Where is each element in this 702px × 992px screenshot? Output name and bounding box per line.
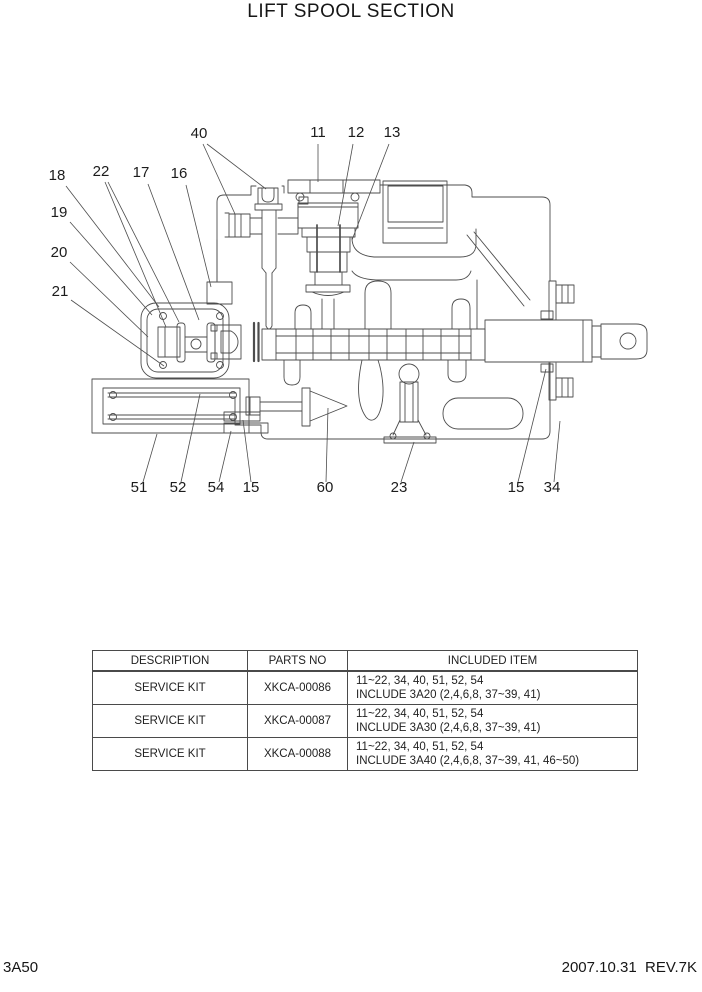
- main-spool: [262, 320, 601, 362]
- spool-clevis: [601, 324, 647, 359]
- header-included-item: INCLUDED ITEM: [348, 651, 638, 672]
- table-row: [93, 738, 638, 771]
- callout-label: 12: [347, 124, 365, 141]
- callout-label: 52: [169, 479, 187, 496]
- include-note-line: INCLUDE 3A30 (2,4,6,8, 37~39, 41): [356, 722, 541, 734]
- cell-description: SERVICE KIT: [93, 671, 248, 705]
- callout-label: 15: [507, 479, 525, 496]
- callout-label: 60: [316, 479, 334, 496]
- callout-label: 17: [132, 164, 150, 181]
- callout-label: 51: [130, 479, 148, 496]
- callout-label: 16: [170, 165, 188, 182]
- table-header-row: [93, 651, 638, 672]
- side-bolt-and-passage: [229, 197, 308, 237]
- spring-cap: [141, 303, 259, 378]
- included-items-line: 11~22, 34, 40, 51, 52, 54: [356, 708, 484, 720]
- header-description: DESCRIPTION: [93, 651, 248, 672]
- relief-valve: [384, 364, 436, 443]
- callout-label: 15: [242, 479, 260, 496]
- included-items-line: 11~22, 34, 40, 51, 52, 54: [356, 675, 484, 687]
- callout-label: 20: [50, 244, 68, 261]
- table-row: [93, 705, 638, 738]
- callout-label: 11: [310, 124, 326, 141]
- cell-description: SERVICE KIT: [93, 738, 248, 771]
- included-items-line: 11~22, 34, 40, 51, 52, 54: [356, 741, 484, 753]
- revision-date: 2007.10.31 REV.7K: [561, 959, 697, 976]
- cell-parts-no: XKCA-00088: [248, 738, 348, 771]
- include-note-line: INCLUDE 3A40 (2,4,6,8, 37~39, 41, 46~50): [356, 755, 580, 767]
- callout-label: 23: [390, 479, 408, 496]
- callout-label: 22: [92, 163, 110, 180]
- top-bolt-and-drilling: [255, 188, 282, 329]
- end-plate-and-bolts: [541, 281, 574, 400]
- port-block: [383, 181, 447, 243]
- valve-body-outline: [207, 185, 550, 439]
- header-parts-no: PARTS NO: [248, 651, 348, 672]
- cell-parts-no: XKCA-00086: [248, 671, 348, 705]
- cell-included-item: [348, 738, 638, 771]
- callout-label: 40: [190, 125, 208, 142]
- cell-included-item: [348, 705, 638, 738]
- callout-label: 13: [383, 124, 401, 141]
- service-kit-table: [92, 650, 638, 771]
- callout-label: 21: [51, 283, 69, 300]
- page-code: 3A50: [3, 959, 39, 976]
- callout-label: 54: [207, 479, 225, 496]
- cell-parts-no: XKCA-00087: [248, 705, 348, 738]
- cell-description: SERVICE KIT: [93, 705, 248, 738]
- callout-label: 34: [543, 479, 561, 496]
- callout-label: 18: [48, 167, 66, 184]
- callout-label: 19: [50, 204, 68, 221]
- page-title: LIFT SPOOL SECTION: [247, 1, 455, 22]
- load-check-poppet: [246, 388, 347, 426]
- table-row: [93, 671, 638, 705]
- include-note-line: INCLUDE 3A20 (2,4,6,8, 37~39, 41): [356, 689, 541, 701]
- cell-included-item: [348, 671, 638, 705]
- leader-lines: [66, 144, 560, 482]
- link-plate: [92, 379, 249, 433]
